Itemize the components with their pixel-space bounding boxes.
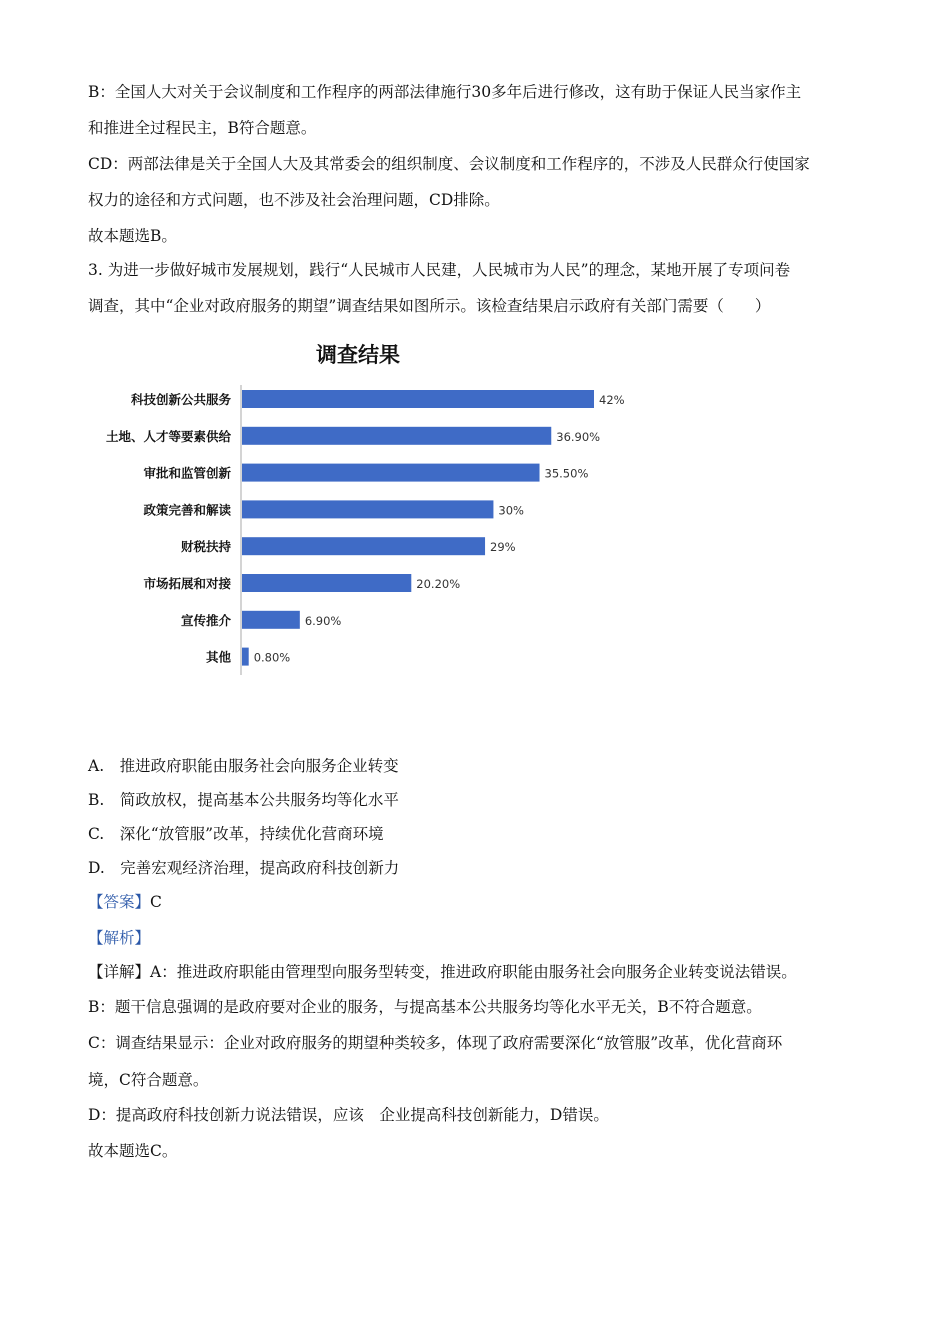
detail-c-line2: 境，C符合题意。 xyxy=(88,1071,209,1089)
value-label: 0.80% xyxy=(253,650,291,665)
paragraph-cd-line2: 权力的途径和方式问题，也不涉及社会治理问题，CD排除。 xyxy=(88,191,500,209)
answer-line xyxy=(88,892,162,912)
analysis-tag: 【解析】 xyxy=(88,929,151,947)
bars-group xyxy=(106,390,625,666)
detail-tag: 【详解】 xyxy=(88,963,151,981)
question-line1: 3. 为进一步做好城市发展规划，践行“人民城市人民建，人民城市为人民”的理念，某地开展了专项问卷 xyxy=(88,261,791,279)
analysis-line xyxy=(88,928,150,948)
answer-tag: 【答案】 xyxy=(88,893,151,911)
survey-bar-chart xyxy=(90,335,630,680)
paragraph-b-line1: B：全国人大对关于会议制度和工作程序的两部法律施行30多年后进行修改，这有助于保证人民当家作主 xyxy=(88,83,802,101)
category-label: 市场拓展和对接 xyxy=(143,576,231,591)
detail-b-line: B：题干信息强调的是政府要对企业的服务，与提高基本公共服务均等化水平无关，B不符合题意。 xyxy=(88,998,762,1016)
bar xyxy=(242,500,493,518)
detail-d-line: D：提高政府科技创新力说法错误，应该 企业提高科技创新能力，D错误。 xyxy=(88,1106,609,1124)
paragraph-cd-line1: CD：两部法律是关于全国人大及其常委会的组织制度、会议制度和工作程序的，不涉及人民群众行使国家 xyxy=(88,155,810,173)
value-label: 36.90% xyxy=(556,429,601,444)
detail-c-line1: C：调查结果显示：企业对政府服务的期望种类较多，体现了政府需要深化“放管服”改革，优化营商环 xyxy=(88,1034,783,1052)
detail-a-line xyxy=(88,962,797,982)
value-label: 35.50% xyxy=(544,466,589,481)
value-label: 29% xyxy=(490,540,516,555)
bar xyxy=(242,648,249,666)
value-label: 30% xyxy=(498,503,524,518)
value-label: 6.90% xyxy=(304,613,342,628)
option-a: A. 推进政府职能由服务社会向服务企业转变 xyxy=(88,757,399,775)
paragraph-conclusion-prev: 故本题选B。 xyxy=(88,227,177,245)
category-label: 土地、人才等要素供给 xyxy=(105,428,231,444)
bar xyxy=(242,537,485,555)
bar xyxy=(242,611,300,629)
paragraph-b-line2: 和推进全过程民主，B符合题意。 xyxy=(88,119,317,137)
category-label: 审批和监管创新 xyxy=(143,465,231,481)
chart-title: 调查结果 xyxy=(316,343,400,367)
category-label: 科技创新公共服务 xyxy=(130,392,231,407)
bar xyxy=(242,464,540,482)
bar xyxy=(242,427,551,445)
question-line2: 调查，其中“企业对政府服务的期望”调查结果如图所示。该检查结果启示政府有关部门需要（ ） xyxy=(88,297,771,315)
category-label: 财税扶持 xyxy=(180,539,231,555)
option-c: C. 深化“放管服”改革，持续优化营商环境 xyxy=(88,825,384,843)
detail-a-text: A：推进政府职能由管理型向服务型转变，推进政府职能由服务社会向服务企业转变说法错误。 xyxy=(150,963,797,981)
bar xyxy=(242,574,411,592)
option-d: D. 完善宏观经济治理，提高政府科技创新力 xyxy=(88,859,400,877)
bar xyxy=(242,390,594,408)
detail-conclusion: 故本题选C。 xyxy=(88,1142,178,1160)
value-label: 42% xyxy=(599,393,625,407)
category-label: 宣传推介 xyxy=(180,612,231,628)
option-b: B. 简政放权，提高基本公共服务均等化水平 xyxy=(88,791,399,809)
value-label: 20.20% xyxy=(416,577,461,591)
answer-value: C xyxy=(150,893,162,911)
category-label: 政策完善和解读 xyxy=(143,502,231,518)
category-label: 其他 xyxy=(205,649,231,665)
